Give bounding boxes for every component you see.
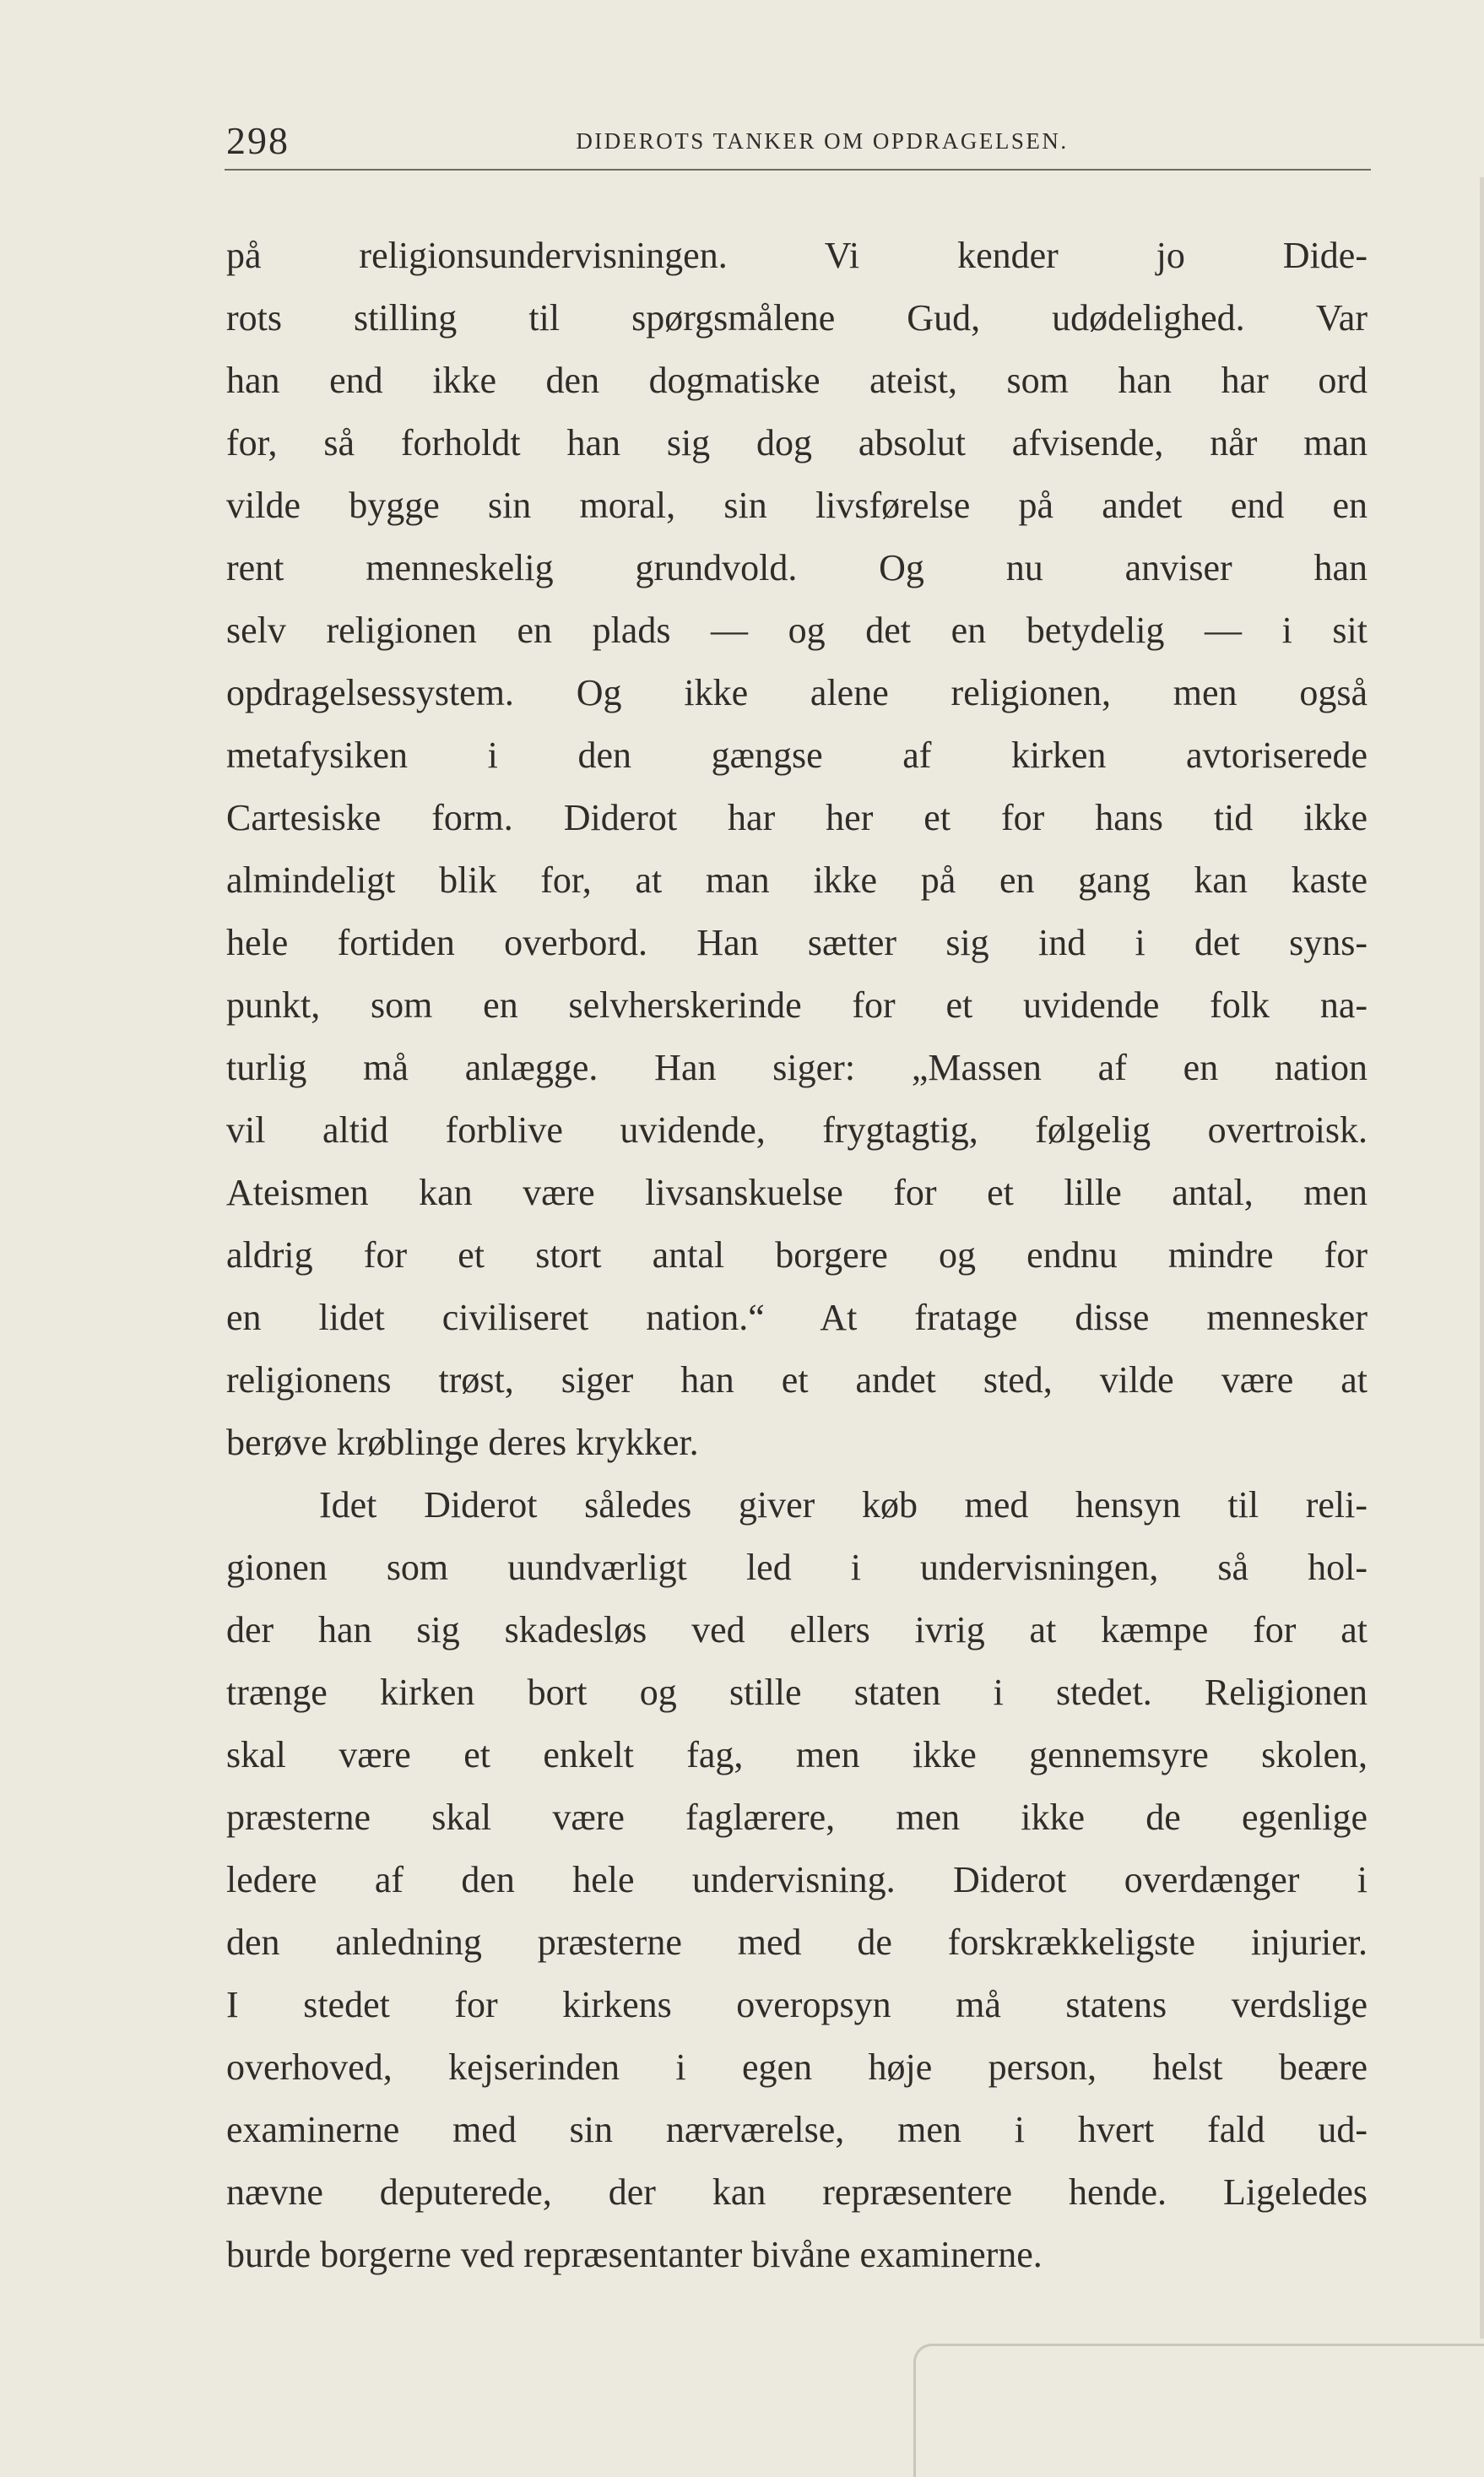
running-title: DIDEROTS TANKER OM OPDRAGELSEN. bbox=[576, 128, 1069, 154]
paragraph-first-line: Idet Diderot således giver køb med hensyn til reli- bbox=[319, 1484, 1368, 1526]
text-line: religionens trøst, siger han et andet sted, vilde være at bbox=[226, 1359, 1368, 1401]
body-text bbox=[226, 225, 1368, 2286]
text-line: vilde bygge sin moral, sin livsførelse på andet end en bbox=[226, 485, 1368, 526]
text-line: ledere af den hele undervisning. Diderot overdænger i bbox=[226, 1859, 1368, 1900]
page-number: 298 bbox=[226, 119, 290, 162]
text-line: præsterne skal være faglærere, men ikke de egenlige bbox=[226, 1797, 1368, 1838]
text-line: nævne deputerede, der kan repræsentere hende. Ligeledes bbox=[226, 2171, 1368, 2213]
text-line: rots stilling til spørgsmålene Gud, udødelighed. Var bbox=[226, 297, 1368, 339]
text-line: Cartesiske form. Diderot har her et for hans tid ikke bbox=[226, 797, 1368, 838]
text-line: trænge kirken bort og stille staten i stedet. Religionen bbox=[226, 1672, 1368, 1713]
text-line: en lidet civiliseret nation.“ At fratage disse mennesker bbox=[226, 1297, 1368, 1338]
text-line: overhoved, kejserinden i egen høje person, helst beære bbox=[226, 2046, 1368, 2088]
text-line: han end ikke den dogmatiske ateist, som han har ord bbox=[226, 360, 1368, 401]
text-line: for, så forholdt han sig dog absolut afvisende, når man bbox=[226, 422, 1368, 463]
page-edge bbox=[1480, 177, 1484, 2339]
text-line: opdragelsessystem. Og ikke alene religionen, men også bbox=[226, 672, 1368, 713]
text-line: Ateismen kan være livsanskuelse for et lille antal, men bbox=[226, 1172, 1368, 1213]
text-line: aldrig for et stort antal borgere og endnu mindre for bbox=[226, 1234, 1368, 1276]
text-line: punkt, som en selvherskerinde for et uvidende folk na- bbox=[226, 984, 1368, 1026]
text-line: turlig må anlægge. Han siger: „Massen af en nation bbox=[226, 1047, 1368, 1088]
text-line: gionen som uundværligt led i undervisningen, så hol- bbox=[226, 1547, 1368, 1588]
text-line: examinerne med sin nærværelse, men i hvert fald ud- bbox=[226, 2109, 1368, 2150]
header-rule bbox=[225, 169, 1371, 171]
library-stamp-outline bbox=[913, 2344, 1484, 2477]
text-line: der han sig skadesløs ved ellers ivrig at kæmpe for at bbox=[226, 1609, 1368, 1650]
text-line: hele fortiden overbord. Han sætter sig ind i det syns- bbox=[226, 922, 1368, 963]
text-line: selv religionen en plads — og det en betydelig — i sit bbox=[226, 610, 1368, 651]
paragraph-end-line: burde borgerne ved repræsentanter bivåne examinerne. bbox=[226, 2234, 1043, 2275]
text-line: I stedet for kirkens overopsyn må statens verdslige bbox=[226, 1984, 1368, 2025]
text-line: rent menneskelig grundvold. Og nu anviser han bbox=[226, 547, 1368, 588]
text-line: skal være et enkelt fag, men ikke gennemsyre skolen, bbox=[226, 1734, 1368, 1775]
text-line: metafysiken i den gængse af kirken avtoriserede bbox=[226, 734, 1368, 776]
text-line: på religionsundervisningen. Vi kender jo Dide- bbox=[226, 235, 1368, 276]
text-line: almindeligt blik for, at man ikke på en gang kan kaste bbox=[226, 859, 1368, 901]
running-head bbox=[226, 111, 1368, 171]
text-line: den anledning præsterne med de forskrækkeligste injurier. bbox=[226, 1921, 1368, 1963]
paragraph-end-line: berøve krøblinge deres krykker. bbox=[226, 1422, 699, 1463]
text-line: vil altid forblive uvidende, frygtagtig, følgelig overtroisk. bbox=[226, 1109, 1368, 1151]
